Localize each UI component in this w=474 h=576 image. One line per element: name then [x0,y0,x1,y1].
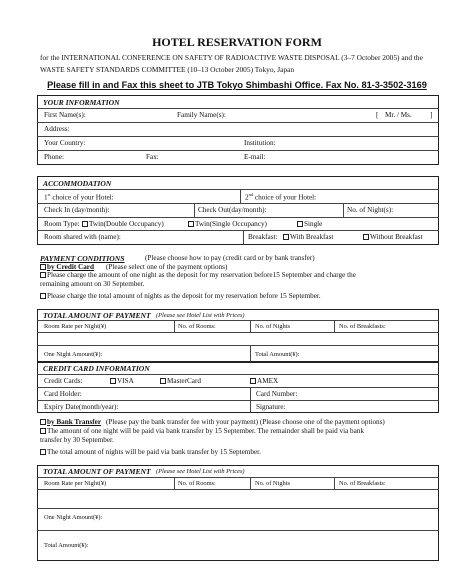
amount-entry-row-1[interactable] [37,333,439,344]
fax-field[interactable] [162,152,237,163]
fax-label: Fax: [146,153,159,161]
institution-label: Institution: [244,139,276,147]
phone-label: Phone: [44,153,64,161]
one-night-amount-label-1: One Night Amount(¥): [44,351,103,358]
nights-label: No. of Night(s): [347,206,394,214]
no-nights-label-1: No. of Nights [255,323,290,330]
expiry-label: Expiry Date(month/year): [44,403,119,411]
payment-conditions-heading: PAYMENT CONDITIONS [40,254,125,263]
with-breakfast-option[interactable]: With Breakfast [283,234,333,241]
amex-option[interactable]: AMEX [250,378,278,385]
room-shared-label: Room shared with (name): [44,233,121,241]
room-rate-label-2: Room Rate per Night(¥) [44,480,107,487]
email-field[interactable] [272,152,435,163]
first-name-label: First Name(s): [44,111,86,119]
checkbox-icon [40,264,46,270]
total-amount-field-2[interactable] [110,533,435,558]
country-label: Your Country: [44,139,86,147]
one-night-amount-field-1[interactable] [110,347,245,360]
your-information-heading: YOUR INFORMATION [43,98,120,107]
institution-field[interactable] [283,138,435,149]
family-name-field[interactable] [240,110,365,121]
room-rate-label-1: Room Rate per Night(¥) [44,323,107,330]
mastercard-option[interactable]: MasterCard [160,378,201,385]
second-choice-hotel-label: 2nd choice of your Hotel: [245,192,317,202]
total-payment-note-2: (Please see Hotel List with Prices) [156,468,245,475]
no-rooms-label-2: No. of Rooms: [178,480,216,487]
checkbox-icon [40,428,46,434]
email-label: E-mail: [244,153,266,161]
second-choice-hotel-field[interactable] [328,191,436,202]
signature-label: Signature: [256,403,286,411]
total-amount-field-1[interactable] [310,347,435,360]
credit-card-note: (Please select one of the payment options) [106,263,228,271]
check-in-field[interactable] [122,205,192,216]
checkbox-icon [40,449,46,455]
no-rooms-label-1: No. of Rooms: [178,323,216,330]
no-breakfasts-label-2: No. of Breakfasts: [339,480,386,487]
checkbox-icon [40,293,46,299]
address-label: Address: [44,125,70,133]
checkbox-icon [297,221,303,227]
checkbox-icon [110,378,116,384]
credit-card-option[interactable]: by Credit Card [40,264,94,271]
form-title: HOTEL RESERVATION FORM [152,35,322,49]
phone-field[interactable] [70,152,140,163]
conference-intro: for the INTERNATIONAL CONFERENCE ON SAFETY OF RADIOACTIVE WASTE DISPOSAL (3–7 October 2005) and the WASTE SAFETY STANDARDS COMMITTEE (10–13 October 2005) Tokyo, Japan [40,53,423,74]
accommodation-heading: ACCOMMODATION [43,179,112,188]
credit-cards-label: Credit Cards: [44,377,83,385]
payment-conditions-note: (Please choose how to pay (credit card or by bank transfer) [145,254,315,262]
card-holder-field[interactable] [95,389,245,399]
total-payment-heading-2: TOTAL AMOUNT OF PAYMENT [43,467,151,476]
breakfast-label: Breakfast: [248,233,278,241]
card-number-label: Card Number: [256,390,298,398]
title-close-bracket: ] [430,111,433,119]
room-type-label: Room Type: [44,220,80,228]
no-nights-label-2: No. of Nights [255,480,290,487]
first-choice-hotel-field[interactable] [125,191,237,202]
nights-field[interactable] [398,205,436,216]
fax-instructions-banner: Please fill in and Fax this sheet to JTB Tokyo Shimbashi Office. Fax No. 81-3-3502-3169 [47,80,427,90]
family-name-label: Family Name(s): [177,111,226,119]
signature-field[interactable] [296,402,435,412]
bank-option-total[interactable]: The total amount of nights will be paid via bank transfer by 15 September. [40,449,261,456]
checkbox-icon [363,234,369,240]
check-out-field[interactable] [277,205,341,216]
bank-transfer-option[interactable]: by Bank Transfer [40,419,101,426]
bank-option-one-night-cont: transfer by 30 September. [40,436,114,444]
total-payment-heading-1: TOTAL AMOUNT OF PAYMENT [43,311,151,320]
cc-option-one-night-cont: remaining amount on 30 September. [40,280,145,288]
without-breakfast-option[interactable]: Without Breakfast [363,234,423,241]
checkbox-icon [40,419,46,425]
one-night-amount-label-2: One Night Amount(¥): [44,514,103,521]
twin-double-option[interactable]: Twin(Double Occupancy) [82,221,164,228]
first-choice-hotel-label: 1st choice of your Hotel: [44,192,114,202]
card-holder-label: Card Holder: [44,390,82,398]
visa-option[interactable]: VISA [110,378,134,385]
credit-card-info-heading: CREDIT CARD INFORMATION [43,364,150,373]
country-field[interactable] [95,138,235,149]
total-amount-label-1: Total Amount(¥): [255,351,300,358]
checkbox-icon [82,221,88,227]
one-night-amount-field-2[interactable] [110,511,245,528]
amount-entry-row-2[interactable] [37,490,439,507]
title-open-bracket: [ [376,111,379,119]
checkbox-icon [188,221,194,227]
expiry-field[interactable] [130,402,245,412]
checkbox-icon [160,378,166,384]
address-field[interactable] [76,124,436,135]
checkbox-icon [250,378,256,384]
no-breakfasts-label-1: No. of Breakfasts: [339,323,386,330]
cc-option-one-night[interactable]: Please charge the amount of one night as the deposit for my reservation before15 September and charge the [40,272,356,279]
single-option[interactable]: Single [297,221,322,228]
total-amount-label-2: Total Amount(¥): [44,542,89,549]
total-payment-note-1: (Please see Hotel List with Prices) [156,312,245,319]
first-name-field[interactable] [100,110,170,121]
cc-option-total[interactable]: Please charge the total amount of nights as the deposit for my reservation before 15 September. [40,293,321,300]
card-number-field[interactable] [305,389,435,399]
check-out-label: Check Out(day/month): [198,206,267,214]
twin-single-option[interactable]: Twin(Single Occupancy) [188,221,267,228]
check-in-label: Check In (day/month): [44,206,110,214]
checkbox-icon [40,272,46,278]
bank-transfer-note: (Please pay the bank transfer fee with your payment) (Please choose one of the payment options) [106,418,385,426]
room-shared-field[interactable] [140,232,240,243]
mr-ms-option[interactable]: Mr. / Ms. [385,111,412,119]
checkbox-icon [283,234,289,240]
bank-option-one-night[interactable]: The amount of one night will be paid via bank transfer by 15 September. The remainder shall be paid via bank [40,428,364,435]
